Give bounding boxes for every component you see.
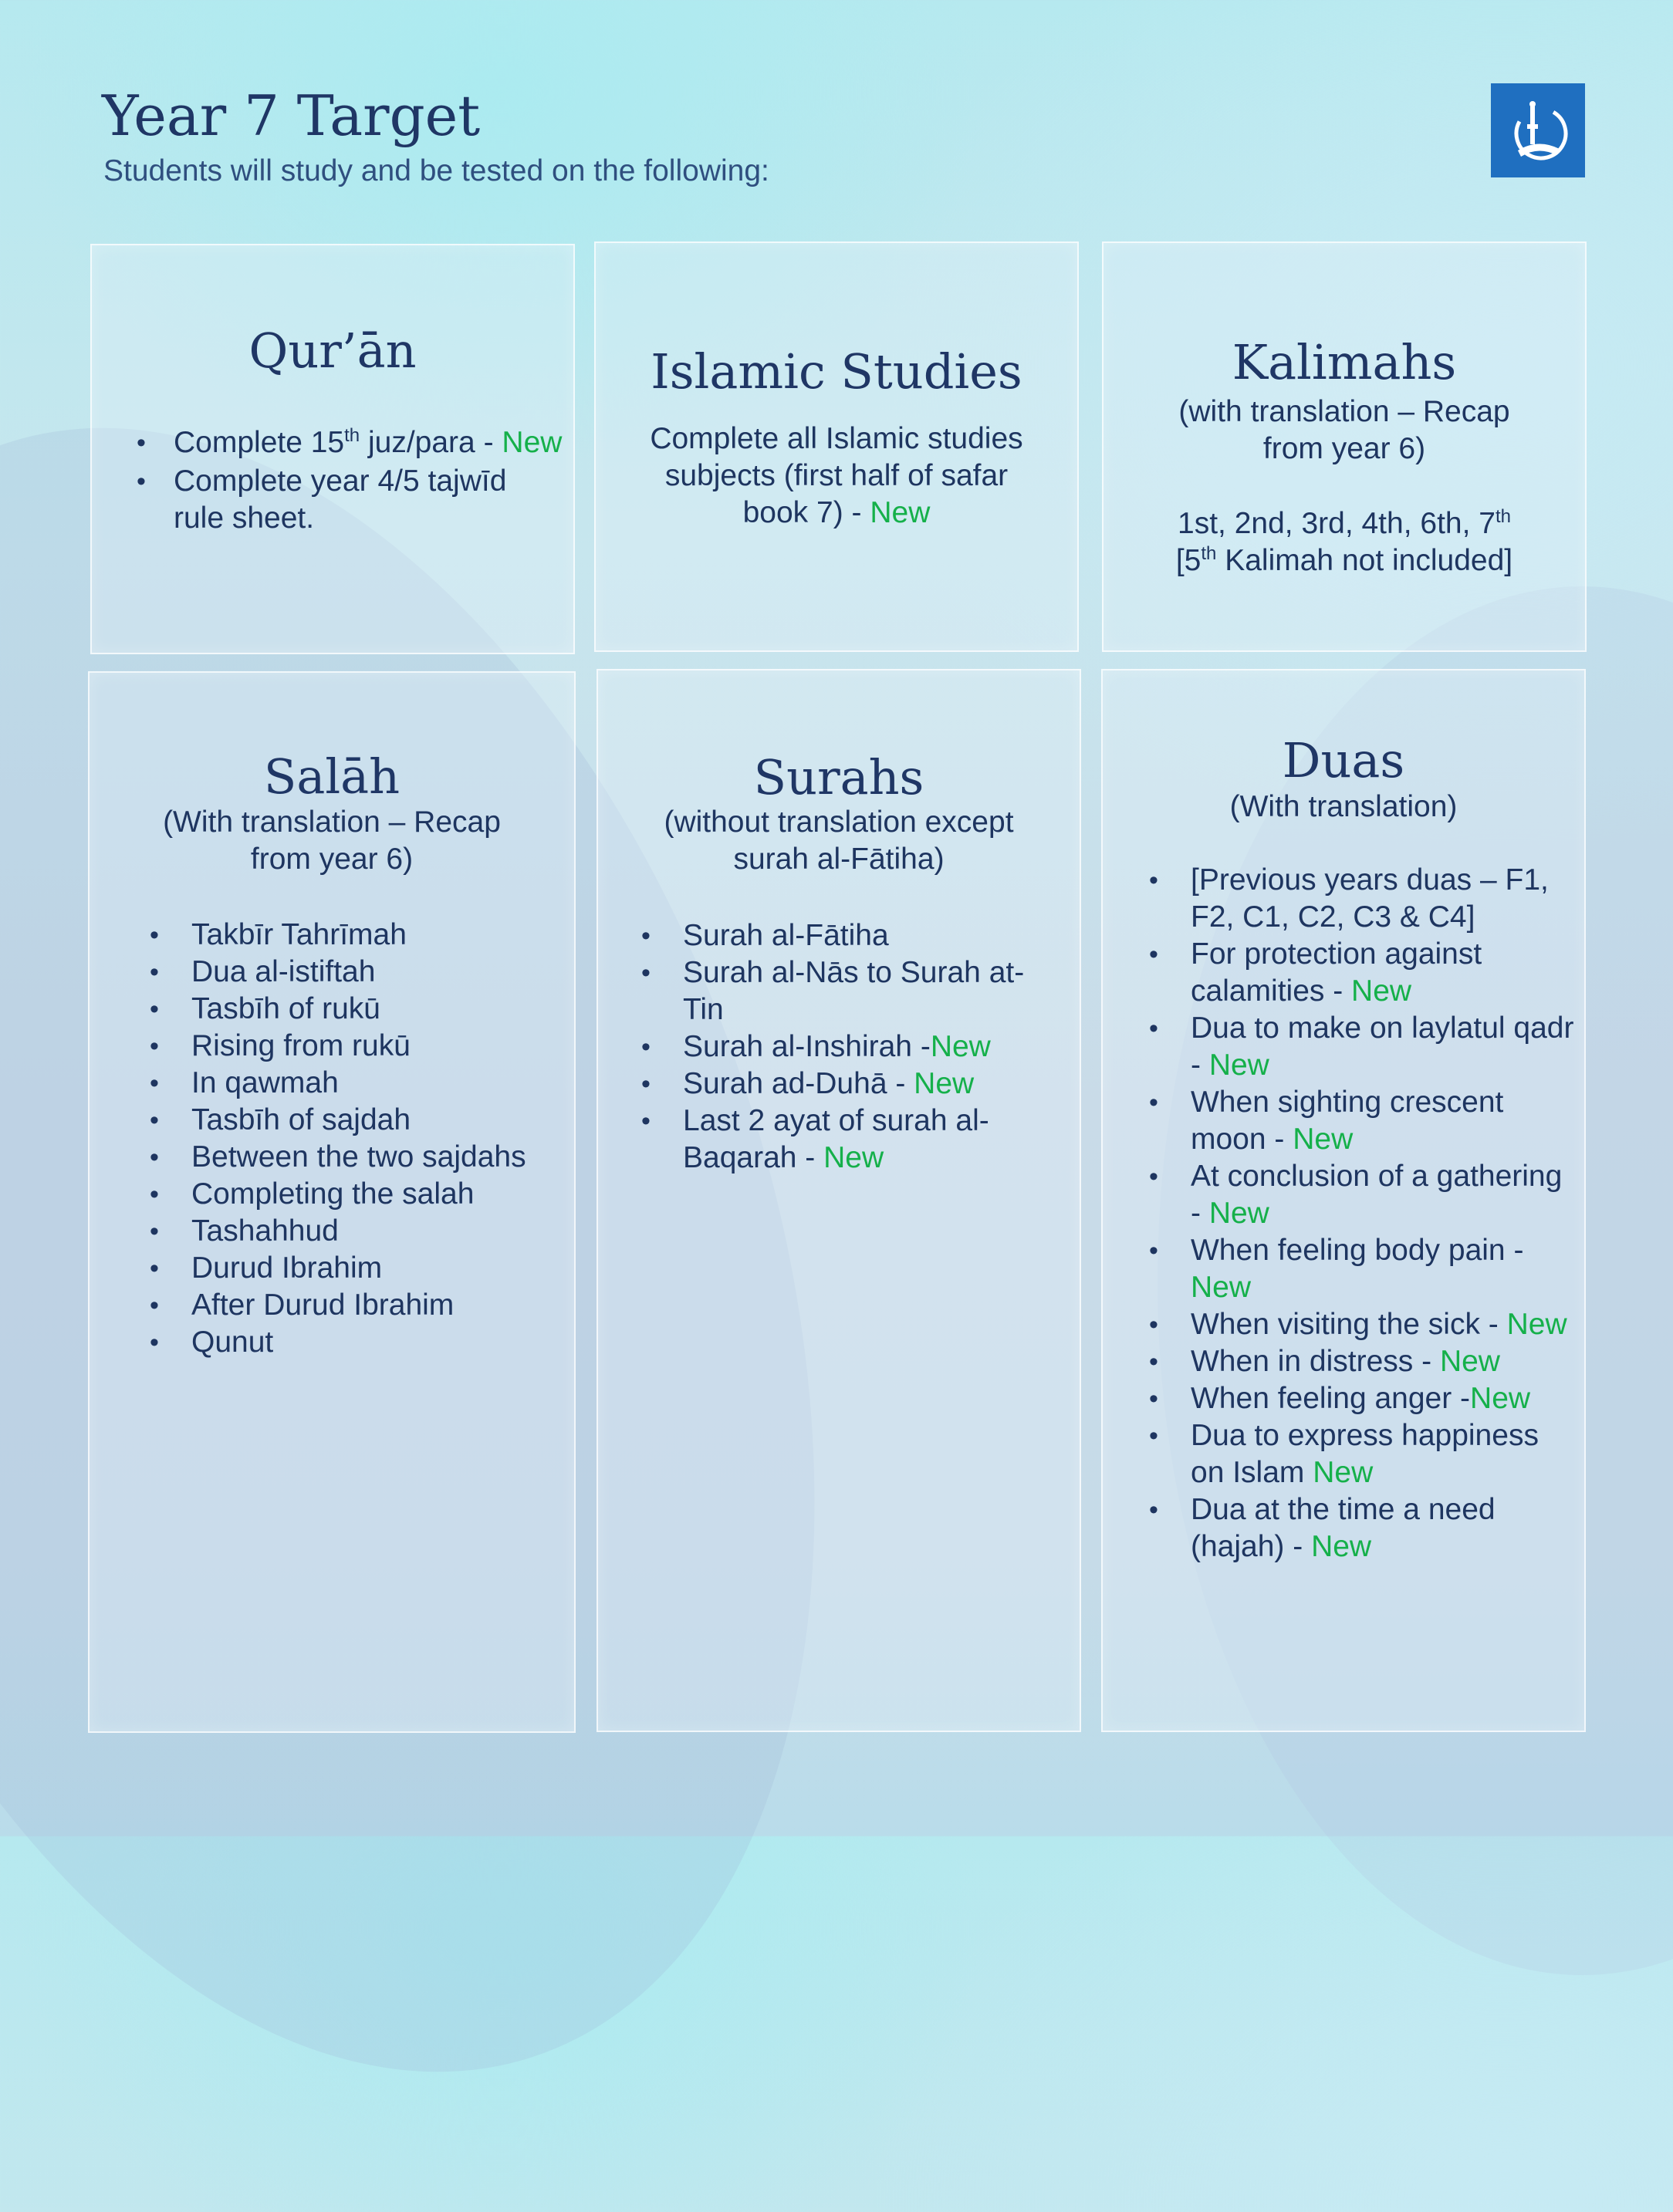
item-text: Surah al-Fātiha [683, 919, 889, 952]
page-title: Year 7 Target [102, 83, 481, 148]
list-item [1143, 1306, 1575, 1343]
list-item [1143, 1084, 1575, 1158]
card-title: Islamic Studies [651, 343, 1022, 400]
list-item: • Takbīr Tahrīmah [144, 917, 545, 954]
new-badge: New [502, 426, 563, 459]
new-badge: New [1208, 1197, 1269, 1230]
item-text: [Previous years duas – F1, F2, C1, C2, C3 & C4] [1191, 863, 1549, 934]
list-item [1143, 1417, 1575, 1491]
item-text: When feeling anger - [1191, 1382, 1471, 1415]
list-item: • Complete year 4/5 tajwīd rule sheet. [130, 463, 563, 537]
new-badge: New [1191, 1271, 1252, 1304]
list-item [635, 1065, 1036, 1103]
new-badge: New [823, 1141, 884, 1174]
new-badge: New [1293, 1123, 1354, 1156]
page-subtitle: Students will study and be tested on the following: [103, 154, 769, 187]
list-item [1143, 1232, 1575, 1306]
new-badge: New [930, 1030, 991, 1063]
list-item [635, 1028, 1036, 1065]
list-item: • After Durud Ibrahim [144, 1287, 545, 1324]
new-badge: New [1470, 1382, 1531, 1415]
list-item [1143, 1158, 1575, 1232]
card-title: Salāh [263, 748, 401, 805]
duas-list [1143, 862, 1575, 1565]
list-item: • Rising from rukū [144, 1028, 545, 1065]
new-badge: New [914, 1067, 975, 1100]
list-item [635, 917, 1036, 954]
minaret-crescent-logo [1491, 83, 1585, 177]
list-item [635, 1103, 1036, 1177]
salah-list [144, 917, 545, 1361]
list-item: • Between the two sajdahs [144, 1139, 545, 1176]
new-badge: New [1439, 1345, 1500, 1378]
item-text: When visiting the sick - [1191, 1308, 1507, 1341]
list-item: • Completing the salah [144, 1176, 545, 1213]
new-badge: New [1208, 1049, 1269, 1082]
list-item: • Complete 15th juz/para - New [130, 424, 563, 461]
list-item: • Tashahhud [144, 1213, 545, 1250]
item-text: Dua to express happiness on Islam [1191, 1419, 1539, 1489]
card-subtitle: (with translation – Recap from year 6) [1178, 395, 1510, 465]
item-text: When in distress - [1191, 1345, 1440, 1378]
card-title: Surahs [753, 749, 924, 805]
list-item: • Qunut [144, 1324, 545, 1361]
quran-list [130, 424, 563, 537]
item-text: Surah al-Inshirah - [683, 1030, 931, 1063]
card-subtitle: (With translation) [1229, 790, 1458, 823]
quran-card [90, 244, 575, 654]
item-text: Surah ad-Duhā - [683, 1067, 914, 1100]
new-badge: New [1311, 1530, 1372, 1563]
item-text: Dua at the time a need (hajah) - [1191, 1493, 1496, 1563]
item-text: When feeling body pain - [1191, 1234, 1524, 1267]
surahs-card [597, 669, 1081, 1732]
new-badge: New [1506, 1308, 1567, 1341]
list-item [1143, 1491, 1575, 1565]
item-text: Dua to make on laylatul qadr - [1191, 1011, 1574, 1082]
item-text: Last 2 ayat of surah al-Baqarah - [683, 1104, 989, 1174]
card-title: Qur’ān [248, 323, 417, 379]
list-item [1143, 1380, 1575, 1417]
list-item [1143, 1343, 1575, 1380]
list-item [1143, 936, 1575, 1010]
kalimahs-list [1119, 505, 1570, 579]
list-item [1143, 862, 1575, 936]
new-badge: New [1313, 1456, 1374, 1489]
card-title: Duas [1282, 732, 1405, 789]
list-item [635, 954, 1036, 1028]
list-item: • Tasbīh of rukū [144, 991, 545, 1028]
list-item: • In qawmah [144, 1065, 545, 1102]
card-subtitle: (With translation – Recap from year 6) [163, 805, 501, 876]
list-item [1143, 1010, 1575, 1084]
card-title: Kalimahs [1232, 334, 1457, 390]
duas-card [1101, 669, 1586, 1732]
list-item: • Tasbīh of sajdah [144, 1102, 545, 1139]
list-item: • Dua al-istiftah [144, 954, 545, 991]
item-text: For protection against calamities - [1191, 937, 1482, 1008]
minaret-icon [1502, 95, 1573, 166]
item-text: Surah al-Nās to Surah at-Tin [683, 956, 1025, 1026]
kalimahs-card [1102, 241, 1587, 652]
item-text: At conclusion of a gathering - [1191, 1160, 1563, 1230]
salah-card [88, 671, 576, 1733]
kalimah-line: [5th Kalimah not included] [1175, 543, 1513, 577]
list-item: • Durud Ibrahim [144, 1250, 545, 1287]
new-badge: New [1351, 974, 1412, 1008]
kalimah-line: 1st, 2nd, 3rd, 4th, 6th, 7th [1178, 506, 1511, 540]
new-badge: New [870, 496, 931, 529]
surahs-list [635, 917, 1036, 1177]
islamic-studies-card [594, 241, 1079, 652]
card-subtitle: (without translation except surah al-Fātiha) [664, 805, 1014, 876]
item-text: When sighting crescent moon - [1191, 1086, 1504, 1156]
card-body: Complete all Islamic studies subjects (first half of safar book 7) - New [650, 422, 1023, 529]
